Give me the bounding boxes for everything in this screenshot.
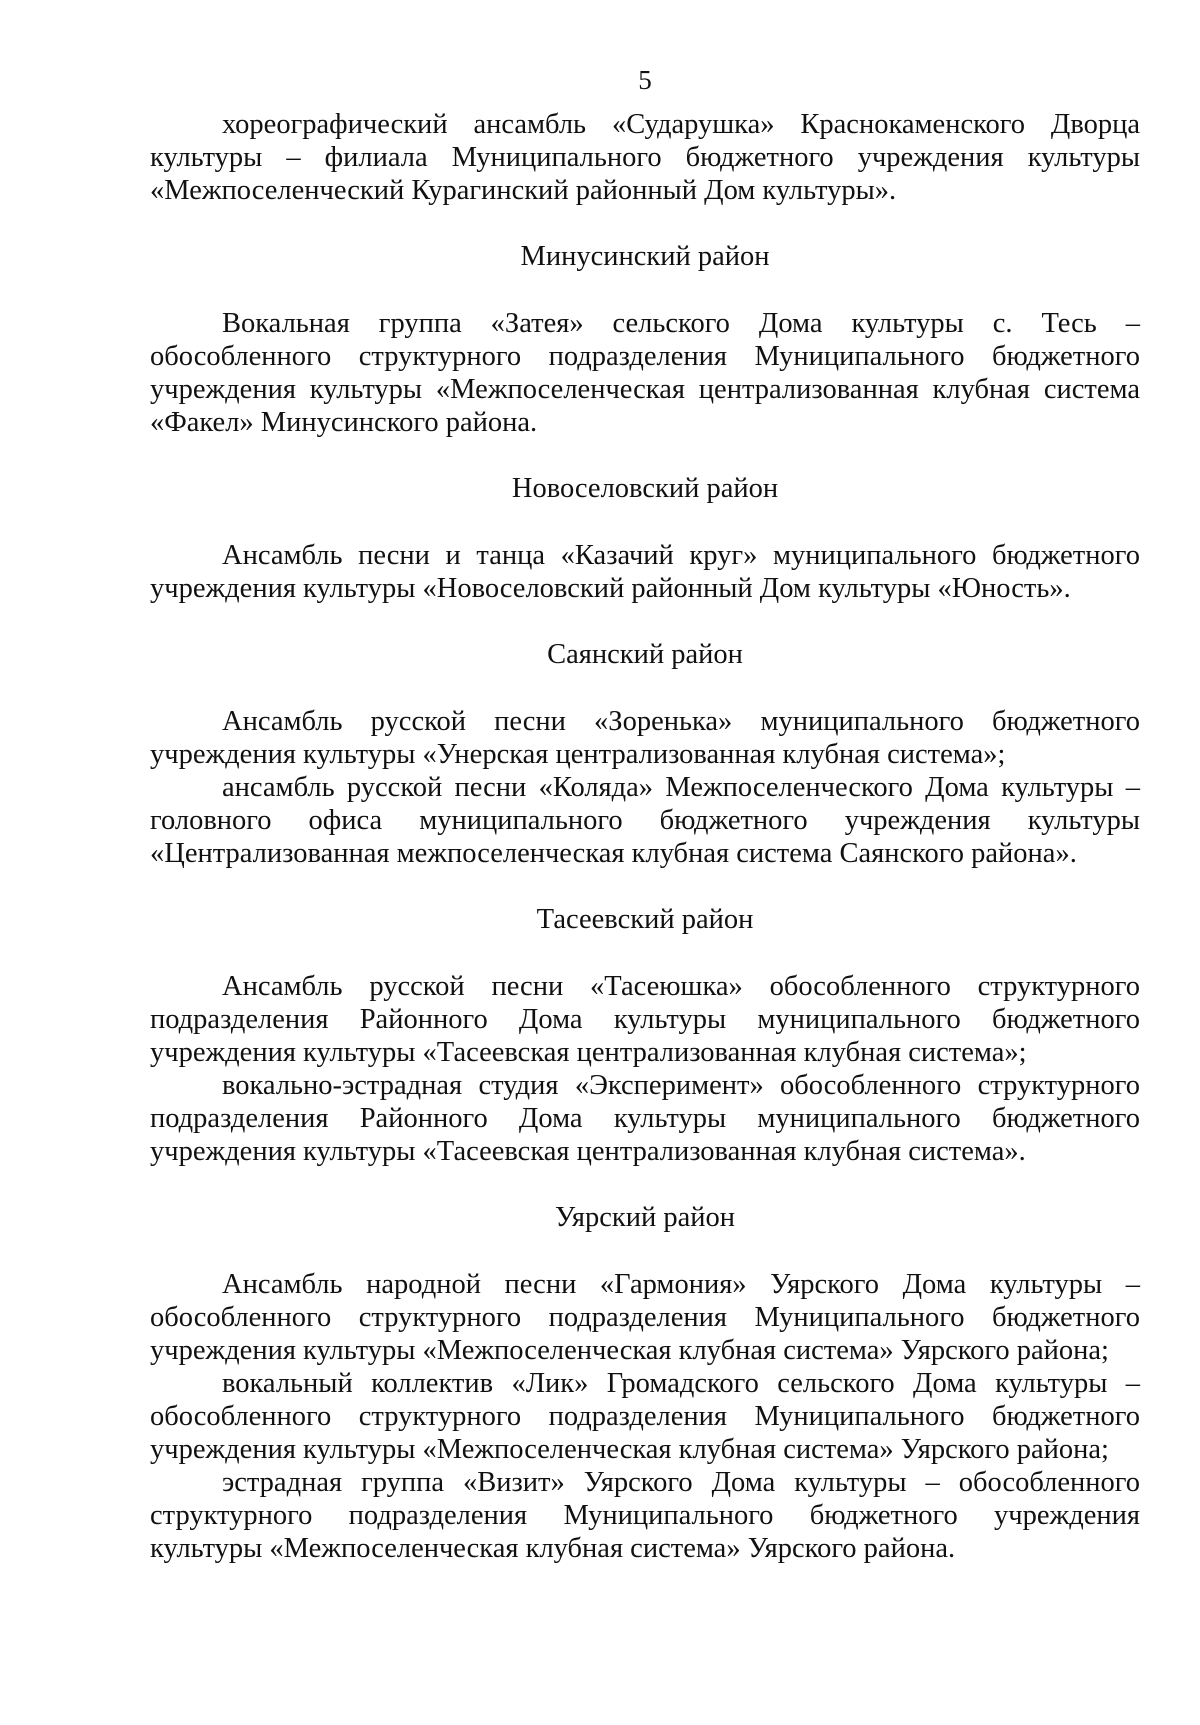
section-paragraph: Ансамбль русской песни «Зоренька» муниципального бюджетного учреждения культуры «Унерская централизованная клубная система»; [150,706,1140,770]
section-taseevsky [150,903,1140,1168]
section-paragraph: Ансамбль народной песни «Гармония» Уярского Дома культуры – обособленного структурного подразделения Муниципального бюджетного учреждения культуры «Межпоселенческая клубная система» Уярского района; [150,1269,1140,1366]
district-heading: Тасеевский район [536,904,754,935]
section-paragraph: эстрадная группа «Визит» Уярского Дома культуры – обособленного структурного подразделения Муниципального бюджетного учреждения культуры «Межпоселенческая клубная система» Уярского района. [150,1467,1140,1564]
document-body [150,108,1140,1565]
section-paragraph: ансамбль русской песни «Коляда» Межпоселенческого Дома культуры – головного офиса муниципального бюджетного учреждения культуры «Централизованная межпоселенческая клубная система Саянского района». [150,772,1140,869]
section-sayansky [150,638,1140,870]
page-number: 5 [638,65,652,95]
section-uyarsky [150,1201,1140,1565]
intro-paragraph: хореографический ансамбль «Сударушка» Краснокаменского Дворца культуры – филиала Муниципального бюджетного учреждения культуры «Межпоселенческий Курагинский районный Дом культуры». [150,109,1140,206]
district-heading: Новоселовский район [511,473,779,504]
district-heading: Саянский район [547,639,743,670]
district-heading: Минусинский район [520,241,770,272]
section-paragraph: Ансамбль русской песни «Тасеюшка» обособленного структурного подразделения Районного Дома культуры муниципального бюджетного учреждения культуры «Тасеевская централизованная клубная система»; [150,971,1140,1068]
section-minusinsky [150,240,1140,439]
section-paragraph: Вокальная группа «Затея» сельского Дома культуры с. Тесь – обособленного структурного подразделения Муниципального бюджетного учреждения культуры «Межпоселенческая централизованная клубная система «Факел» Минусинского района. [150,308,1140,438]
section-novoselovsky [150,472,1140,605]
section-paragraph: Ансамбль песни и танца «Казачий круг» муниципального бюджетного учреждения культуры «Новоселовский районный Дом культуры «Юность». [150,540,1140,604]
section-paragraph: вокальный коллектив «Лик» Громадского сельского Дома культуры – обособленного структурного подразделения Муниципального бюджетного учреждения культуры «Межпоселенческая клубная система» Уярского района; [150,1368,1140,1465]
district-heading: Уярский район [554,1202,736,1233]
section-paragraph: вокально-эстрадная студия «Эксперимент» обособленного структурного подразделения Районного Дома культуры муниципального бюджетного учреждения культуры «Тасеевская централизованная клубная система». [150,1070,1140,1167]
